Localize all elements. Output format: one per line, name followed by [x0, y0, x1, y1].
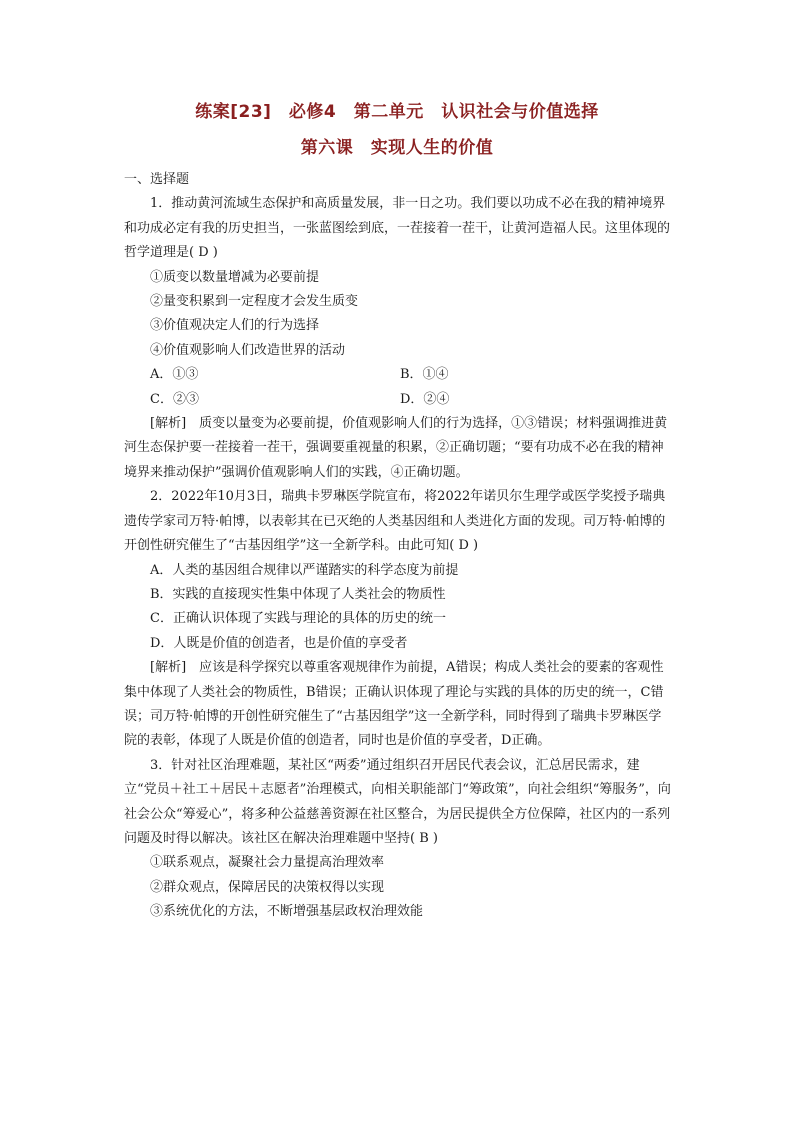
question-2-option-c: C．正确认识体现了实践与理论的具体的历史的统一: [150, 611, 446, 627]
question-3-item: ③系统优化的方法，不断增强基层政权治理效能: [150, 904, 424, 920]
question-1-item: ①质变以数量增减为必要前提: [150, 269, 320, 285]
question-2-analysis: [解析] 应该是科学探究以尊重客观规律作为前提，A错误；构成人类社会的要素的客观性集中体现了人类社会的物质性，B错误；正确认识体现了理论与实践的具体的历史的统一，C错误；司万特·帕博的开创性研究催生了“古基因组学”这一全新学科，同时得到了瑞典卡罗琳医学院的表彰，体现了人既是价值的创造者，同时也是价值的享受者，D正确。: [124, 660, 664, 749]
question-1-option-a: A．①③: [150, 367, 199, 383]
question-2-option-b: B．实践的直接现实性集中体现了人类社会的物质性: [150, 586, 446, 602]
question-2-stem: 2．2022年10月3日，瑞典卡罗琳医学院宣布，将2022年诺贝尔生理学或医学奖授予瑞典遗传学家司万特·帕博，以表彰其在已灭绝的人类基因组和人类进化方面的发现。司万特·帕博的开创性研究催生了“古基因组学”这一全新学科。由此可知( D ): [124, 489, 666, 554]
question-3-item: ①联系观点，凝聚社会力量提高治理效率: [150, 855, 385, 871]
question-1-option-c: C．②③: [150, 391, 199, 407]
section-heading: 一、选择题: [124, 172, 190, 187]
question-1-stem: 1．推动黄河流域生态保护和高质量发展，非一日之功。我们要以功成不必在我的精神境界和功成必定有我的历史担当，一张蓝图绘到底，一茬接着一茬干，让黄河造福人民。这里体现的哲学道理是( D ): [124, 196, 671, 261]
question-1-item: ④价值观影响人们改造世界的活动: [150, 342, 346, 358]
lesson-title: 第六课 实现人生的价值: [300, 138, 494, 158]
question-3-stem: 3．针对社区治理难题，某社区“两委”通过组织召开居民代表会议，汇总居民需求，建立“党员＋社工＋居民＋志愿者”治理模式，向相关职能部门“筹政策”，向社会组织“筹服务”，向社会公众“筹爱心”，将多种公益慈善资源在社区整合，为居民提供全方位保障，社区内的一系列问题及时得以解决。该社区在解决治理难题中坚持( B ): [124, 757, 671, 846]
question-1-options-row: [124, 388, 672, 412]
page-title: 练案[23] 必修4 第二单元 认识社会与价值选择: [195, 102, 599, 122]
question-1-option-b: B．①④: [400, 367, 449, 383]
question-3-item: ②群众观点，保障居民的决策权得以实现: [150, 879, 385, 895]
question-1-item: ③价值观决定人们的行为选择: [150, 318, 320, 334]
document-body: [124, 168, 672, 925]
question-1-option-d: D．②④: [400, 391, 450, 407]
question-1-analysis: [解析] 质变以量变为必要前提，价值观影响人们的行为选择，①③错误；材料强调推进黄河生态保护要一茬接着一茬干，强调要重视量的积累，②正确切题；“要有功成不必在我的精神境界来推动保护”强调价值观影响人们的实践，④正确切题。: [124, 416, 668, 480]
question-2-option-d: D．人既是价值的创造者，也是价值的享受者: [150, 635, 408, 651]
question-1-options-row: [124, 363, 672, 387]
question-1-item: ②量变积累到一定程度才会发生质变: [150, 294, 359, 310]
question-2-option-a: A．人类的基因组合规律以严谨踏实的科学态度为前提: [150, 562, 459, 578]
